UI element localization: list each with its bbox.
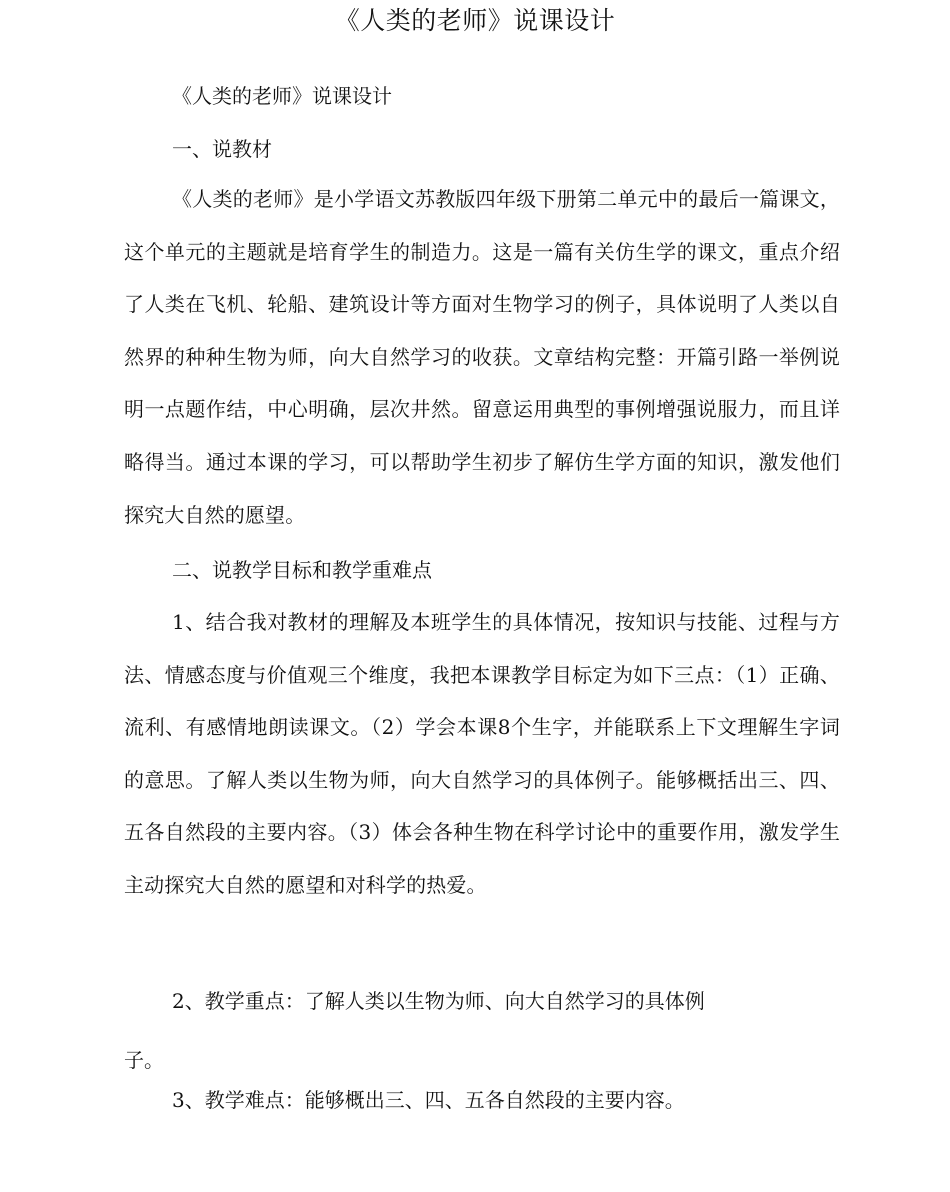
document-subtitle: 《人类的老师》说课设计 — [172, 84, 392, 108]
section-heading-goals: 二、说教学目标和教学重难点 — [172, 558, 432, 582]
document-title: 《人类的老师》说课设计 — [334, 6, 616, 35]
key-point-continuation: 子。 — [124, 1048, 164, 1072]
section-heading-textbook: 一、说教材 — [172, 137, 272, 161]
difficulty-line: 3、教学难点：能够概出三、四、五各自然段的主要内容。 — [172, 1088, 685, 1112]
goals-paragraph: 1、结合我对教材的理解及本班学生的具体情况，按知识与技能、过程与方法、情感态度与价值观三个维度，我把本课教学目标定为如下三点：（1）正确、流利、有感情地朗读课文。（2）学会本课8个生字，并能联系上下文理解生字词的意思。了解人类以生物为师，向大自然学习的具体例子。能够概括出三、四、五各自然段的主要内容。（3）体会各种生物在科学讨论中的重要作用，激发学生主动探究大自然的愿望和对科学的热爱。 — [124, 610, 840, 897]
textbook-paragraph: 《人类的老师》是小学语文苏教版四年级下册第二单元中的最后一篇课文，这个单元的主题就是培育学生的制造力。这是一篇有关仿生学的课文，重点介绍了人类在飞机、轮船、建筑设计等方面对生物学习的例子，具体说明了人类以自然界的种种生物为师，向大自然学习的收获。文章结构完整：开篇引路一举例说明一点题作结，中心明确，层次井然。留意运用典型的事例增强说服力，而且详略得当。通过本课的学习，可以帮助学生初步了解仿生学方面的知识，激发他们探究大自然的愿望。 — [124, 187, 840, 527]
key-point-line: 2、教学重点：了解人类以生物为师、向大自然学习的具体例 — [172, 989, 705, 1013]
